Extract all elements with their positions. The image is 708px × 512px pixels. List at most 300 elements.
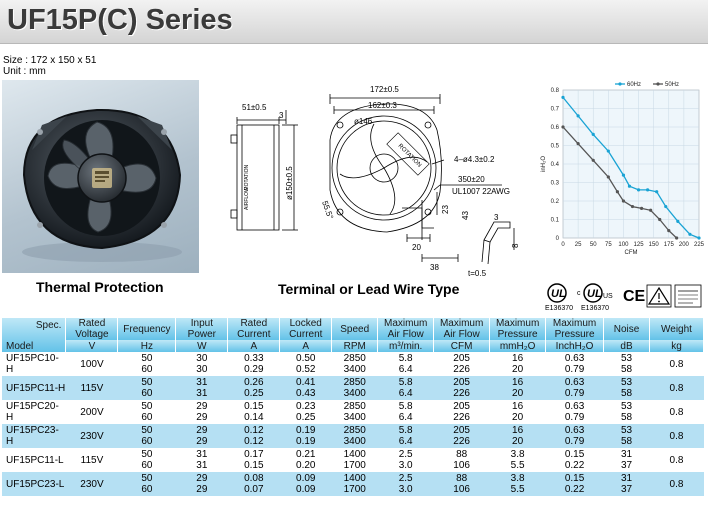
speed-50hz: 1400 [343, 449, 366, 460]
voltage-cell: 230V [66, 472, 118, 496]
freq-50hz: 50 [141, 425, 153, 436]
pressure-mm-cell [490, 472, 546, 496]
airflow-cfm-cell [434, 376, 490, 400]
airflow-cfm-cell [434, 424, 490, 448]
speed-60hz: 1700 [343, 460, 366, 471]
unit-pressure-in: InchH₂O [546, 340, 604, 352]
unit-frequency: Hz [118, 340, 176, 352]
pressure-in-50hz: 0.63 [564, 425, 585, 436]
pressure-in-60hz: 0.79 [564, 412, 585, 423]
locked-current-cell [280, 424, 332, 448]
freq-50hz: 50 [141, 353, 153, 364]
weight-cell: 0.8 [649, 424, 703, 448]
unit-line: Unit : mm [3, 66, 46, 77]
data-point [561, 125, 564, 128]
freq-cell [118, 352, 176, 376]
table-row [2, 352, 704, 376]
power-60hz: 29 [196, 436, 208, 447]
rated-current-50hz: 0.26 [244, 377, 264, 388]
pressure-mm-60hz: 20 [512, 412, 524, 423]
data-point [640, 207, 643, 210]
airflow-m3-50hz: 2.5 [398, 473, 413, 484]
dim-146: ø146 [354, 117, 373, 126]
rated-current-60hz: 0.29 [244, 364, 264, 375]
freq-50hz: 50 [141, 377, 153, 388]
dim-20: 20 [412, 243, 421, 252]
data-point [646, 188, 649, 191]
model-cell: UF15PC11-L [2, 448, 66, 472]
warning-triangle-icon [647, 285, 671, 307]
certifications [543, 282, 703, 312]
data-point [667, 229, 670, 232]
rated-current-50hz: 0.33 [244, 353, 264, 364]
x-tick-label: 0 [561, 242, 565, 248]
data-point [628, 185, 631, 188]
locked-current-60hz: 0.52 [296, 364, 316, 375]
header-input-power: Input Power [176, 318, 228, 340]
header-airflow-cfm: Maximum Air Flow [434, 318, 490, 340]
rated-current-60hz: 0.07 [244, 484, 264, 495]
voltage-cell: 100V [66, 352, 118, 376]
data-point [655, 190, 658, 193]
ce-mark: CE [623, 288, 646, 305]
airflow-cfm-50hz: 205 [453, 353, 470, 364]
airflow-cfm-cell [434, 400, 490, 424]
side-airflow-label: AIRFLOW [244, 187, 250, 210]
airflow-cfm-50hz: 205 [453, 377, 470, 388]
table-row [2, 472, 704, 496]
pressure-in-60hz: 0.22 [564, 460, 585, 471]
noise-60hz: 37 [620, 484, 633, 495]
spec-table-body [2, 352, 704, 496]
svg-text:UL: UL [587, 288, 602, 300]
spec-model-header [2, 318, 66, 352]
power-60hz: 29 [196, 412, 208, 423]
speed-cell [332, 376, 378, 400]
airflow-m3-60hz: 6.4 [398, 364, 413, 375]
airflow-cfm-60hz: 226 [453, 436, 470, 447]
locked-current-60hz: 0.09 [296, 484, 316, 495]
pressure-mm-cell [490, 424, 546, 448]
rohs-label-icon [675, 285, 701, 307]
header-pressure-mm: Maximum Pressure [490, 318, 546, 340]
freq-60hz: 60 [141, 484, 153, 495]
y-axis-label: inH₂O [541, 156, 547, 172]
ul-file-no: E136370 [545, 305, 574, 312]
pressure-mm-50hz: 16 [512, 425, 524, 436]
x-tick-label: 25 [574, 242, 582, 248]
power-50hz: 31 [196, 449, 208, 460]
speed-cell [332, 472, 378, 496]
data-point [622, 199, 625, 202]
pressure-in-cell [546, 424, 604, 448]
noise-cell [604, 400, 650, 424]
noise-50hz: 53 [620, 425, 633, 436]
weight-cell: 0.8 [649, 400, 703, 424]
weight-cell: 0.8 [649, 352, 703, 376]
rated-current-cell [228, 448, 280, 472]
data-point [631, 205, 634, 208]
y-tick-label: 0.6 [550, 125, 559, 131]
weight-cell: 0.8 [649, 448, 703, 472]
x-tick-label: 50 [589, 242, 597, 248]
rated-current-cell [228, 400, 280, 424]
power-cell [176, 424, 228, 448]
x-tick-label: 75 [604, 242, 612, 248]
pressure-mm-60hz: 20 [512, 388, 524, 399]
airflow-m3-cell [378, 352, 434, 376]
rated-current-cell [228, 424, 280, 448]
rated-current-60hz: 0.25 [244, 388, 264, 399]
unit-airflow-m3: m³/min. [378, 340, 434, 352]
side-rotation-label: ROTATION [244, 164, 250, 190]
noise-60hz: 58 [620, 364, 633, 375]
unit-pressure-mm: mmH₂O [490, 340, 546, 352]
freq-cell [118, 424, 176, 448]
rated-current-50hz: 0.15 [244, 401, 264, 412]
performance-chart [527, 76, 707, 265]
airflow-m3-cell [378, 400, 434, 424]
airflow-m3-60hz: 3.0 [398, 460, 413, 471]
speed-50hz: 2850 [343, 425, 366, 436]
power-50hz: 31 [196, 377, 208, 388]
header-locked-current: Locked Current [280, 318, 332, 340]
photo-caption: Thermal Protection [36, 279, 164, 295]
rated-current-60hz: 0.12 [244, 436, 264, 447]
y-tick-label: 0.1 [550, 217, 559, 224]
svg-text:c: c [577, 290, 581, 297]
airflow-m3-60hz: 6.4 [398, 388, 413, 399]
pressure-in-50hz: 0.15 [564, 449, 585, 460]
data-point [697, 236, 700, 239]
power-60hz: 30 [196, 364, 208, 375]
unit-speed: RPM [332, 340, 378, 352]
weight-cell: 0.8 [649, 376, 703, 400]
unit-rated-current: A [228, 340, 280, 352]
locked-current-cell [280, 376, 332, 400]
noise-60hz: 37 [620, 460, 633, 471]
locked-current-cell [280, 448, 332, 472]
pressure-mm-50hz: 16 [512, 377, 524, 388]
airflow-m3-cell [378, 472, 434, 496]
speed-50hz: 2850 [343, 353, 366, 364]
freq-60hz: 60 [141, 460, 153, 471]
pressure-in-50hz: 0.63 [564, 353, 585, 364]
airflow-m3-60hz: 6.4 [398, 436, 413, 447]
pressure-in-50hz: 0.63 [564, 401, 585, 412]
rated-current-cell [228, 376, 280, 400]
power-50hz: 29 [196, 401, 208, 412]
pressure-mm-50hz: 16 [512, 353, 524, 364]
rated-current-60hz: 0.15 [244, 460, 264, 471]
model-cell: UF15PC11-H [2, 376, 66, 400]
header-rated-current: Rated Current [228, 318, 280, 340]
speed-50hz: 2850 [343, 401, 366, 412]
power-50hz: 29 [196, 473, 208, 484]
rated-current-cell [228, 472, 280, 496]
locked-current-cell [280, 352, 332, 376]
data-point [658, 218, 661, 221]
drawing-caption: Terminal or Lead Wire Type [278, 281, 460, 297]
dim-3b: 3 [494, 213, 499, 222]
header-model: Model [6, 341, 34, 352]
speed-50hz: 1400 [343, 473, 366, 484]
x-tick-label: 125 [633, 242, 644, 248]
model-cell: UF15PC23-L [2, 472, 66, 496]
unit-power: W [176, 340, 228, 352]
rated-current-50hz: 0.17 [244, 449, 264, 460]
pressure-in-cell [546, 376, 604, 400]
freq-60hz: 60 [141, 436, 153, 447]
pressure-in-50hz: 0.63 [564, 377, 585, 388]
airflow-m3-50hz: 2.5 [398, 449, 413, 460]
voltage-cell: 230V [66, 424, 118, 448]
airflow-m3-cell [378, 448, 434, 472]
airflow-cfm-50hz: 205 [453, 401, 470, 412]
legend-marker [656, 82, 659, 85]
airflow-cfm-50hz: 88 [456, 473, 468, 484]
freq-cell [118, 472, 176, 496]
power-cell [176, 400, 228, 424]
weight-cell: 0.8 [649, 472, 703, 496]
pressure-in-cell [546, 448, 604, 472]
x-tick-label: 175 [663, 242, 674, 248]
y-tick-label: 0.8 [550, 88, 559, 94]
x-tick-label: 200 [678, 242, 689, 248]
locked-current-50hz: 0.09 [296, 473, 316, 484]
locked-current-60hz: 0.25 [296, 412, 316, 423]
pressure-mm-60hz: 20 [512, 364, 524, 375]
x-tick-label: 150 [648, 242, 659, 248]
cul-file-no: E136370 [581, 305, 610, 312]
power-60hz: 31 [196, 460, 208, 471]
power-cell [176, 448, 228, 472]
x-tick-label: 100 [618, 242, 629, 248]
data-point [637, 188, 640, 191]
voltage-cell: 115V [66, 448, 118, 472]
data-point [577, 114, 580, 117]
power-cell [176, 472, 228, 496]
table-row [2, 400, 704, 424]
speed-60hz: 1700 [343, 484, 366, 495]
speed-60hz: 3400 [343, 388, 366, 399]
voltage-cell: 200V [66, 400, 118, 424]
data-point [592, 159, 595, 162]
airflow-m3-cell [378, 424, 434, 448]
airflow-cfm-60hz: 226 [453, 412, 470, 423]
legend-marker [618, 82, 621, 85]
svg-text:UL: UL [551, 288, 566, 300]
dim-3: 3 [279, 111, 284, 120]
freq-cell [118, 400, 176, 424]
pressure-mm-50hz: 3.8 [510, 473, 525, 484]
page-header [0, 0, 708, 44]
pressure-in-60hz: 0.79 [564, 364, 585, 375]
airflow-cfm-60hz: 106 [453, 484, 470, 495]
header-spec: Spec. [35, 320, 62, 331]
power-cell [176, 352, 228, 376]
noise-cell [604, 376, 650, 400]
x-axis-label: CFM [624, 250, 638, 256]
data-point [607, 175, 610, 178]
data-point [649, 209, 652, 212]
locked-current-50hz: 0.50 [296, 353, 316, 364]
dim-172: 172±0.5 [370, 85, 399, 94]
rated-current-60hz: 0.14 [244, 412, 264, 423]
data-point [622, 174, 625, 177]
locked-current-50hz: 0.19 [296, 425, 316, 436]
power-cell [176, 376, 228, 400]
locked-current-cell [280, 400, 332, 424]
ul-mark [545, 284, 573, 312]
rated-current-50hz: 0.08 [244, 473, 264, 484]
cert-svg [543, 282, 703, 312]
freq-60hz: 60 [141, 364, 153, 375]
noise-cell [604, 352, 650, 376]
power-60hz: 31 [196, 388, 208, 399]
model-cell: UF15PC23-H [2, 424, 66, 448]
spec-table [2, 318, 704, 496]
data-point [592, 133, 595, 136]
rated-current-cell [228, 352, 280, 376]
freq-50hz: 50 [141, 473, 153, 484]
speed-cell [332, 448, 378, 472]
data-point [607, 149, 610, 152]
dimension-drawing [222, 80, 522, 285]
voltage-cell: 115V [66, 376, 118, 400]
dim-holes: 4–ø4.3±0.2 [454, 155, 495, 164]
noise-60hz: 58 [620, 436, 633, 447]
locked-current-50hz: 0.21 [296, 449, 316, 460]
pressure-mm-50hz: 16 [512, 401, 524, 412]
y-tick-label: 0 [555, 236, 559, 242]
fan-photo [2, 80, 199, 273]
table-row [2, 448, 704, 472]
noise-60hz: 58 [620, 412, 633, 423]
table-row [2, 376, 704, 400]
dim-angle: 55.5° [320, 199, 336, 221]
locked-current-50hz: 0.41 [296, 377, 316, 388]
airflow-m3-50hz: 5.8 [398, 353, 413, 364]
dim-51: 51±0.5 [242, 103, 267, 112]
header-frequency: Frequency [118, 318, 176, 340]
noise-cell [604, 448, 650, 472]
locked-current-cell [280, 472, 332, 496]
airflow-cfm-cell [434, 352, 490, 376]
model-cell: UF15PC20-H [2, 400, 66, 424]
header-noise: Noise [604, 318, 650, 340]
pressure-mm-50hz: 3.8 [510, 449, 525, 460]
pressure-in-cell [546, 400, 604, 424]
pressure-in-60hz: 0.79 [564, 436, 585, 447]
legend-label: 50Hz [665, 82, 680, 88]
dim-t05: t=0.5 [468, 269, 487, 278]
y-tick-label: 0.7 [550, 106, 559, 113]
size-line: Size : 172 x 150 x 51 [3, 55, 97, 66]
dim-23: 23 [441, 205, 450, 214]
header-speed: Speed [332, 318, 378, 340]
speed-60hz: 3400 [343, 412, 366, 423]
unit-weight: kg [649, 340, 703, 352]
svg-text:US: US [603, 293, 613, 300]
dim-38: 38 [430, 263, 439, 272]
pressure-in-60hz: 0.22 [564, 484, 585, 495]
table-row [2, 424, 704, 448]
noise-50hz: 31 [620, 449, 633, 460]
dim-350: 350±20 [458, 175, 485, 184]
locked-current-60hz: 0.20 [296, 460, 316, 471]
locked-current-60hz: 0.43 [296, 388, 316, 399]
noise-50hz: 31 [620, 473, 633, 484]
pressure-mm-cell [490, 376, 546, 400]
drawing-svg [222, 80, 522, 280]
header-rated-voltage: Rated Voltage [66, 318, 118, 340]
pressure-mm-60hz: 5.5 [510, 484, 525, 495]
noise-50hz: 53 [620, 401, 633, 412]
data-point [664, 205, 667, 208]
airflow-m3-50hz: 5.8 [398, 425, 413, 436]
rated-current-50hz: 0.12 [244, 425, 264, 436]
wire-spec: UL1007 22AWG [452, 187, 510, 196]
dim-150: ø150±0.5 [285, 166, 294, 200]
airflow-m3-60hz: 3.0 [398, 484, 413, 495]
dim-43: 43 [461, 211, 470, 220]
page-title: UF15P(C) Series [7, 4, 233, 36]
airflow-cfm-cell [434, 448, 490, 472]
front-rotation-label: ROTATION [396, 143, 423, 169]
pressure-in-cell [546, 472, 604, 496]
data-point [676, 220, 679, 223]
noise-cell [604, 472, 650, 496]
unit-noise: dB [604, 340, 650, 352]
speed-50hz: 2850 [343, 377, 366, 388]
legend-label: 60Hz [627, 82, 642, 88]
freq-cell [118, 376, 176, 400]
header-weight: Weight [649, 318, 703, 340]
y-tick-label: 0.5 [550, 143, 559, 150]
y-tick-label: 0.3 [550, 180, 559, 187]
airflow-m3-50hz: 5.8 [398, 401, 413, 412]
chart-svg [527, 76, 707, 260]
y-tick-label: 0.4 [550, 162, 559, 168]
pressure-mm-60hz: 5.5 [510, 460, 525, 471]
airflow-cfm-60hz: 226 [453, 364, 470, 375]
speed-60hz: 3400 [343, 364, 366, 375]
header-pressure-in: Maximum Pressure [546, 318, 604, 340]
data-point [616, 190, 619, 193]
speed-cell [332, 400, 378, 424]
unit-voltage: V [66, 340, 118, 352]
noise-cell [604, 424, 650, 448]
data-point [561, 96, 564, 99]
speed-cell [332, 424, 378, 448]
locked-current-50hz: 0.23 [296, 401, 316, 412]
noise-50hz: 53 [620, 353, 633, 364]
pressure-mm-cell [490, 400, 546, 424]
power-50hz: 29 [196, 425, 208, 436]
y-tick-label: 0.2 [550, 199, 559, 205]
freq-50hz: 50 [141, 449, 153, 460]
locked-current-60hz: 0.19 [296, 436, 316, 447]
noise-50hz: 53 [620, 377, 633, 388]
airflow-m3-60hz: 6.4 [398, 412, 413, 423]
data-point [688, 233, 691, 236]
airflow-m3-cell [378, 376, 434, 400]
airflow-cfm-60hz: 226 [453, 388, 470, 399]
airflow-m3-50hz: 5.8 [398, 377, 413, 388]
pressure-mm-cell [490, 448, 546, 472]
unit-locked-current: A [280, 340, 332, 352]
